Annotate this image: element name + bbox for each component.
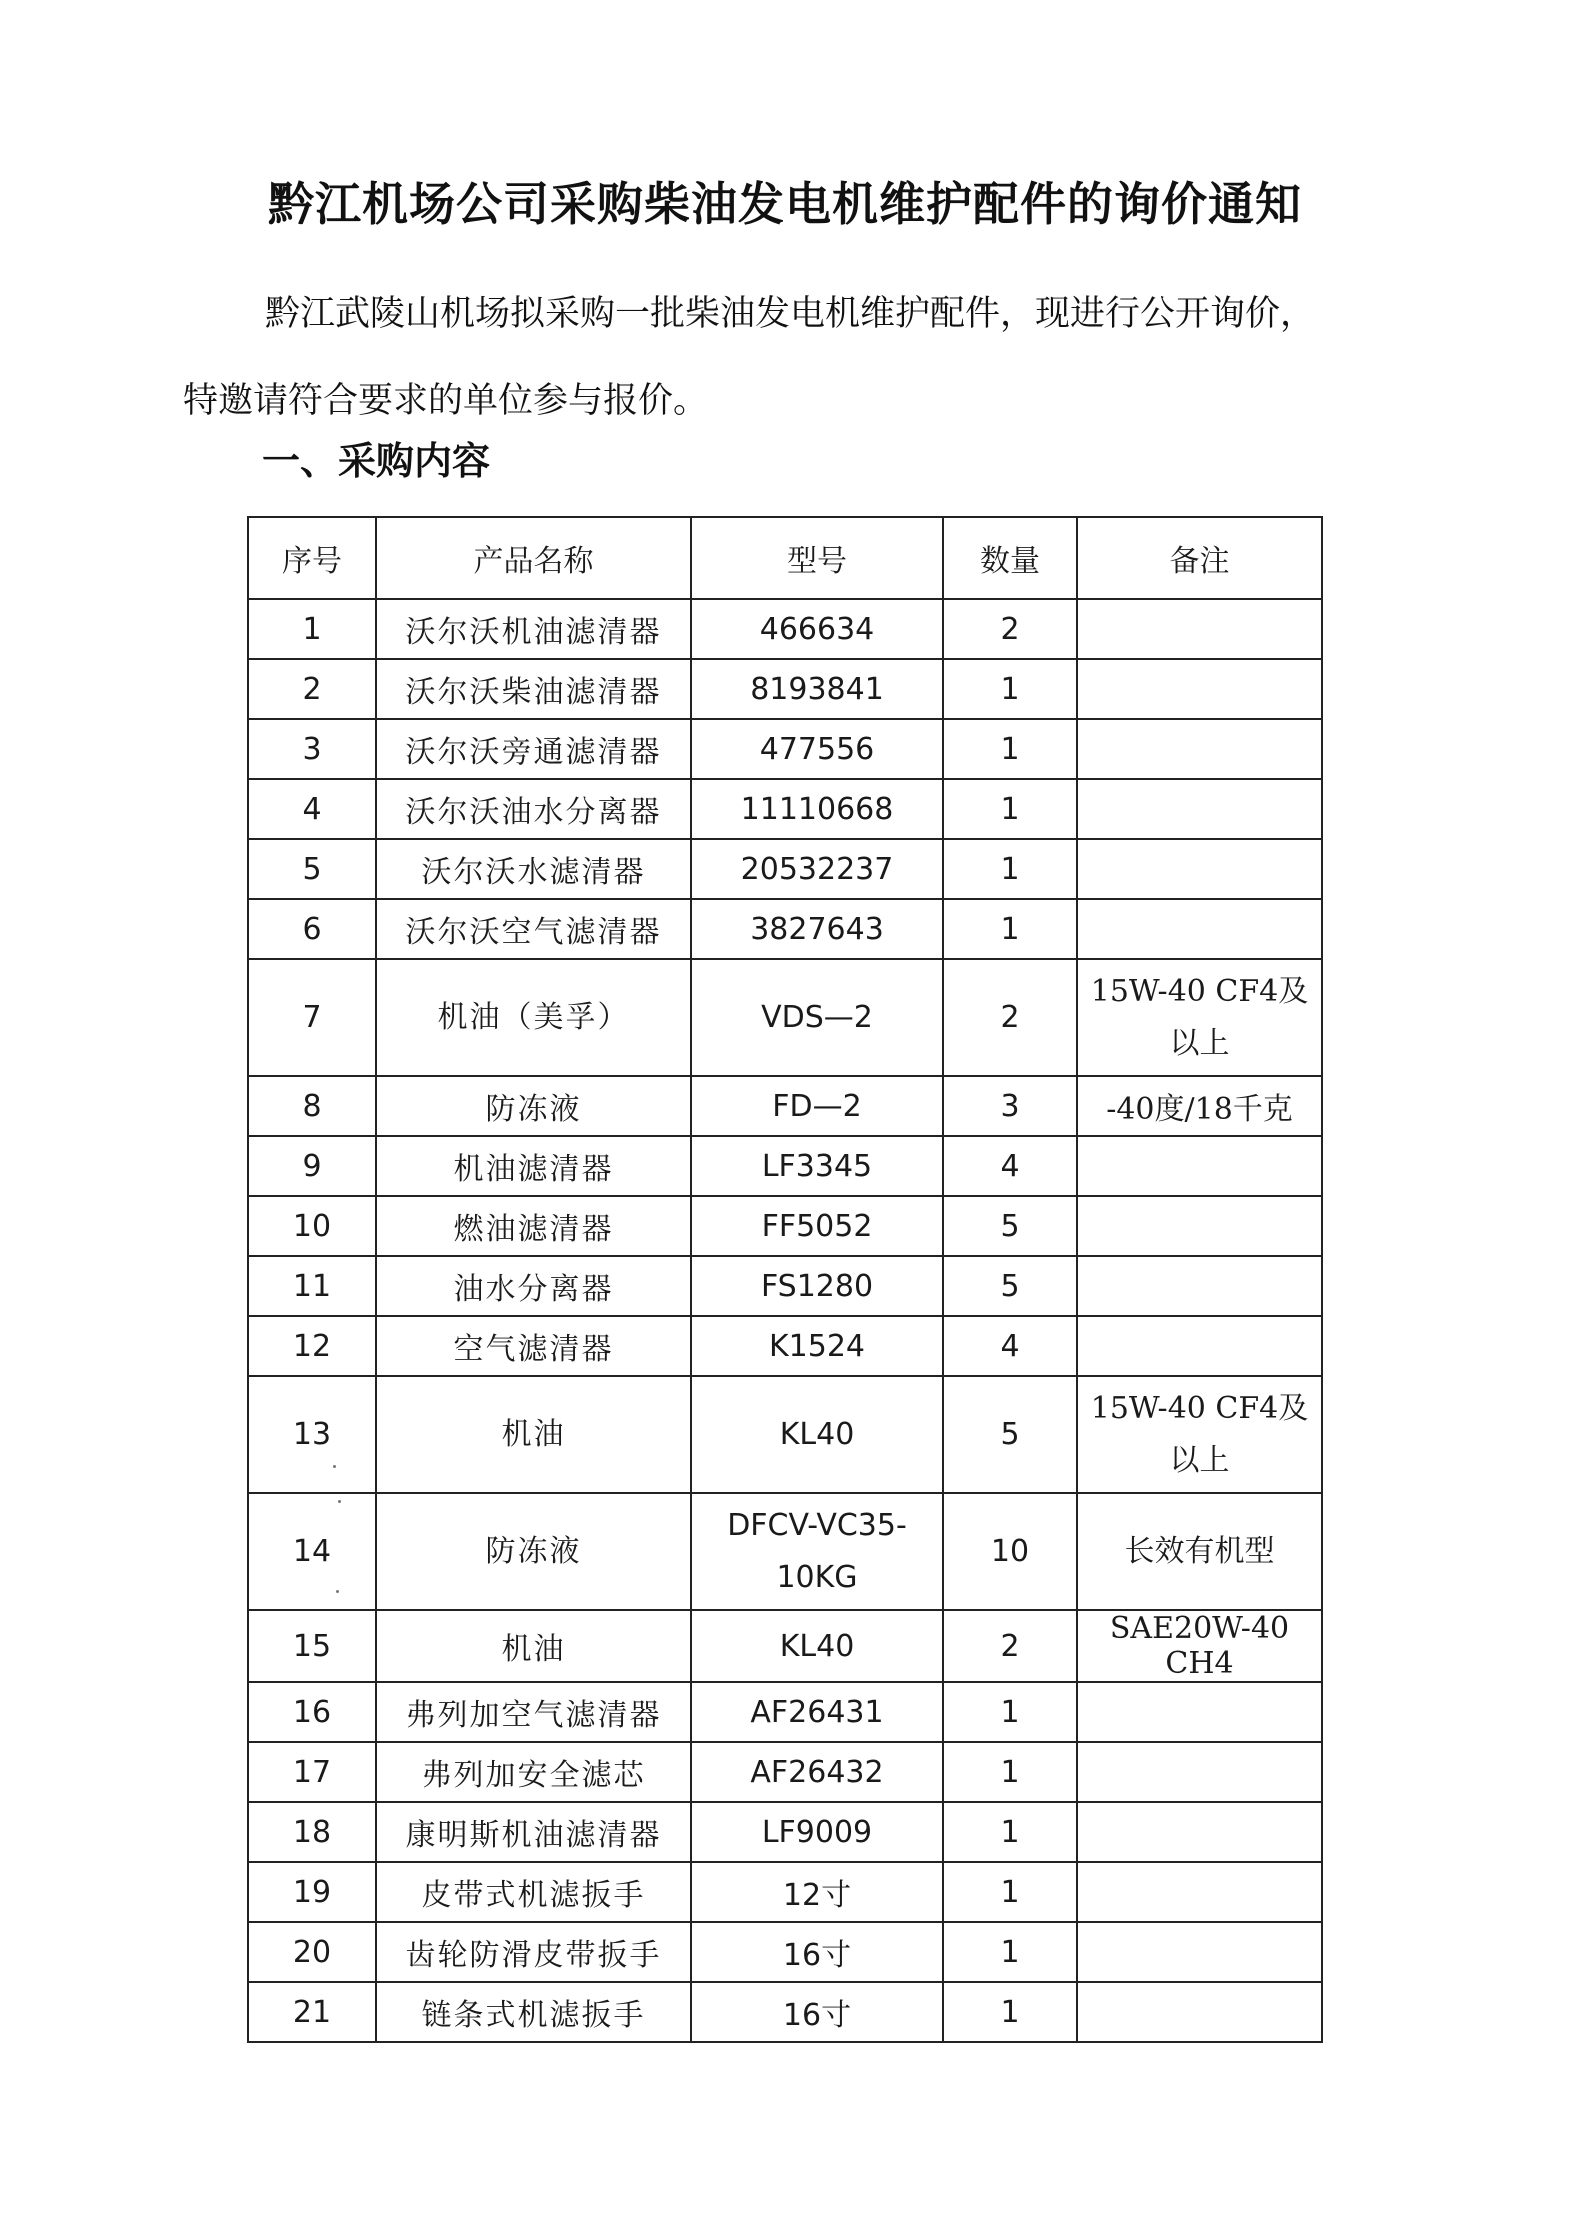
cell-quantity: 3 — [943, 1076, 1077, 1136]
scan-speck — [333, 1465, 336, 1468]
cell-quantity: 5 — [943, 1256, 1077, 1316]
cell-index: 15 — [248, 1610, 376, 1682]
cell-quantity: 2 — [943, 599, 1077, 659]
table-row — [248, 599, 1322, 659]
cell-model: AF26431 — [691, 1682, 943, 1742]
cell-product-name: 沃尔沃水滤清器 — [376, 839, 691, 899]
cell-model: VDS—2 — [691, 959, 943, 1076]
table-row — [248, 1982, 1322, 2042]
cell-model: KL40 — [691, 1610, 943, 1682]
cell-product-name: 沃尔沃旁通滤清器 — [376, 719, 691, 779]
cell-model: 11110668 — [691, 779, 943, 839]
table-row — [248, 1256, 1322, 1316]
cell-remarks — [1077, 1682, 1322, 1742]
cell-quantity: 1 — [943, 1982, 1077, 2042]
intro-paragraph-line-2: 特邀请符合要求的单位参与报价。 — [183, 381, 709, 421]
cell-index: 19 — [248, 1862, 376, 1922]
cell-quantity: 5 — [943, 1376, 1077, 1493]
cell-quantity: 1 — [943, 1742, 1077, 1802]
cell-product-name: 空气滤清器 — [376, 1316, 691, 1376]
cell-remarks: -40度/18千克 — [1077, 1076, 1322, 1136]
cell-model: KL40 — [691, 1376, 943, 1493]
section-heading: 一、采购内容 — [262, 438, 491, 483]
cell-product-name: 齿轮防滑皮带扳手 — [376, 1922, 691, 1982]
scan-speck — [338, 1500, 341, 1503]
cell-model: 20532237 — [691, 839, 943, 899]
table-row — [248, 1136, 1322, 1196]
cell-remarks — [1077, 779, 1322, 839]
cell-model: FF5052 — [691, 1196, 943, 1256]
cell-index: 16 — [248, 1682, 376, 1742]
cell-model: 16寸 — [691, 1982, 943, 2042]
cell-quantity: 2 — [943, 959, 1077, 1076]
cell-product-name: 机油 — [376, 1376, 691, 1493]
cell-index: 21 — [248, 1982, 376, 2042]
cell-index: 13 — [248, 1376, 376, 1493]
cell-index: 4 — [248, 779, 376, 839]
cell-quantity: 1 — [943, 1862, 1077, 1922]
cell-index: 5 — [248, 839, 376, 899]
cell-remarks — [1077, 1982, 1322, 2042]
cell-index: 8 — [248, 1076, 376, 1136]
cell-remarks: 长效有机型 — [1077, 1493, 1322, 1610]
cell-remarks — [1077, 719, 1322, 779]
cell-model: LF3345 — [691, 1136, 943, 1196]
scan-speck — [336, 1590, 339, 1593]
table-row — [248, 959, 1322, 1076]
cell-index: 11 — [248, 1256, 376, 1316]
cell-product-name: 防冻液 — [376, 1076, 691, 1136]
cell-quantity: 10 — [943, 1493, 1077, 1610]
table-row — [248, 1610, 1322, 1682]
cell-quantity: 1 — [943, 1802, 1077, 1862]
cell-remarks — [1077, 1802, 1322, 1862]
header-index: 序号 — [248, 517, 376, 599]
table-row — [248, 1376, 1322, 1493]
cell-remarks — [1077, 1136, 1322, 1196]
cell-model: 16寸 — [691, 1922, 943, 1982]
table-header-row — [248, 517, 1322, 599]
table-row — [248, 719, 1322, 779]
table-row — [248, 1922, 1322, 1982]
cell-product-name: 燃油滤清器 — [376, 1196, 691, 1256]
cell-index: 7 — [248, 959, 376, 1076]
cell-remarks — [1077, 659, 1322, 719]
table-row — [248, 1862, 1322, 1922]
cell-model: FS1280 — [691, 1256, 943, 1316]
cell-index: 3 — [248, 719, 376, 779]
cell-model: 12寸 — [691, 1862, 943, 1922]
cell-quantity: 1 — [943, 719, 1077, 779]
cell-model: 477556 — [691, 719, 943, 779]
cell-product-name: 沃尔沃油水分离器 — [376, 779, 691, 839]
cell-quantity: 1 — [943, 779, 1077, 839]
cell-remarks — [1077, 1196, 1322, 1256]
cell-quantity: 4 — [943, 1136, 1077, 1196]
cell-product-name: 机油（美孚） — [376, 959, 691, 1076]
cell-quantity: 1 — [943, 1922, 1077, 1982]
cell-model: 466634 — [691, 599, 943, 659]
cell-index: 1 — [248, 599, 376, 659]
cell-remarks — [1077, 839, 1322, 899]
table-row — [248, 1802, 1322, 1862]
table-row — [248, 1316, 1322, 1376]
table-row — [248, 899, 1322, 959]
header-quantity: 数量 — [943, 517, 1077, 599]
cell-remarks — [1077, 1316, 1322, 1376]
cell-index: 17 — [248, 1742, 376, 1802]
cell-quantity: 5 — [943, 1196, 1077, 1256]
cell-remarks — [1077, 1862, 1322, 1922]
cell-index: 12 — [248, 1316, 376, 1376]
table-row — [248, 1076, 1322, 1136]
cell-remarks — [1077, 1742, 1322, 1802]
cell-remarks: SAE20W-40 CH4 — [1077, 1610, 1322, 1682]
cell-product-name: 机油 — [376, 1610, 691, 1682]
cell-index: 2 — [248, 659, 376, 719]
cell-model: FD—2 — [691, 1076, 943, 1136]
document-title: 黔江机场公司采购柴油发电机维护配件的询价通知 — [268, 177, 1302, 231]
cell-quantity: 4 — [943, 1316, 1077, 1376]
cell-product-name: 弗列加空气滤清器 — [376, 1682, 691, 1742]
table-row — [248, 1742, 1322, 1802]
cell-product-name: 油水分离器 — [376, 1256, 691, 1316]
cell-quantity: 1 — [943, 839, 1077, 899]
cell-product-name: 弗列加安全滤芯 — [376, 1742, 691, 1802]
cell-index: 20 — [248, 1922, 376, 1982]
cell-quantity: 2 — [943, 1610, 1077, 1682]
cell-remarks — [1077, 599, 1322, 659]
cell-index: 14 — [248, 1493, 376, 1610]
cell-model: LF9009 — [691, 1802, 943, 1862]
procurement-table — [247, 516, 1323, 2043]
cell-index: 18 — [248, 1802, 376, 1862]
cell-model: 3827643 — [691, 899, 943, 959]
cell-product-name: 皮带式机滤扳手 — [376, 1862, 691, 1922]
cell-quantity: 1 — [943, 899, 1077, 959]
cell-quantity: 1 — [943, 1682, 1077, 1742]
table-row — [248, 839, 1322, 899]
cell-remarks — [1077, 1256, 1322, 1316]
cell-product-name: 机油滤清器 — [376, 1136, 691, 1196]
cell-model: 8193841 — [691, 659, 943, 719]
table-row — [248, 779, 1322, 839]
header-remarks: 备注 — [1077, 517, 1322, 599]
cell-product-name: 沃尔沃机油滤清器 — [376, 599, 691, 659]
cell-quantity: 1 — [943, 659, 1077, 719]
cell-remarks: 15W-40 CF4及以上 — [1077, 959, 1322, 1076]
intro-paragraph-line-1: 黔江武陵山机场拟采购一批柴油发电机维护配件，现进行公开询价， — [265, 294, 1316, 334]
cell-index: 10 — [248, 1196, 376, 1256]
cell-product-name: 沃尔沃柴油滤清器 — [376, 659, 691, 719]
header-model: 型号 — [691, 517, 943, 599]
cell-product-name: 链条式机滤扳手 — [376, 1982, 691, 2042]
table-row — [248, 1682, 1322, 1742]
table-row — [248, 1493, 1322, 1610]
cell-model: AF26432 — [691, 1742, 943, 1802]
cell-model: K1524 — [691, 1316, 943, 1376]
cell-remarks: 15W-40 CF4及以上 — [1077, 1376, 1322, 1493]
header-product-name: 产品名称 — [376, 517, 691, 599]
cell-index: 9 — [248, 1136, 376, 1196]
cell-product-name: 防冻液 — [376, 1493, 691, 1610]
cell-remarks — [1077, 1922, 1322, 1982]
table-row — [248, 659, 1322, 719]
cell-product-name: 沃尔沃空气滤清器 — [376, 899, 691, 959]
cell-model: DFCV-VC35-10KG — [691, 1493, 943, 1610]
cell-remarks — [1077, 899, 1322, 959]
table-row — [248, 1196, 1322, 1256]
cell-product-name: 康明斯机油滤清器 — [376, 1802, 691, 1862]
cell-index: 6 — [248, 899, 376, 959]
